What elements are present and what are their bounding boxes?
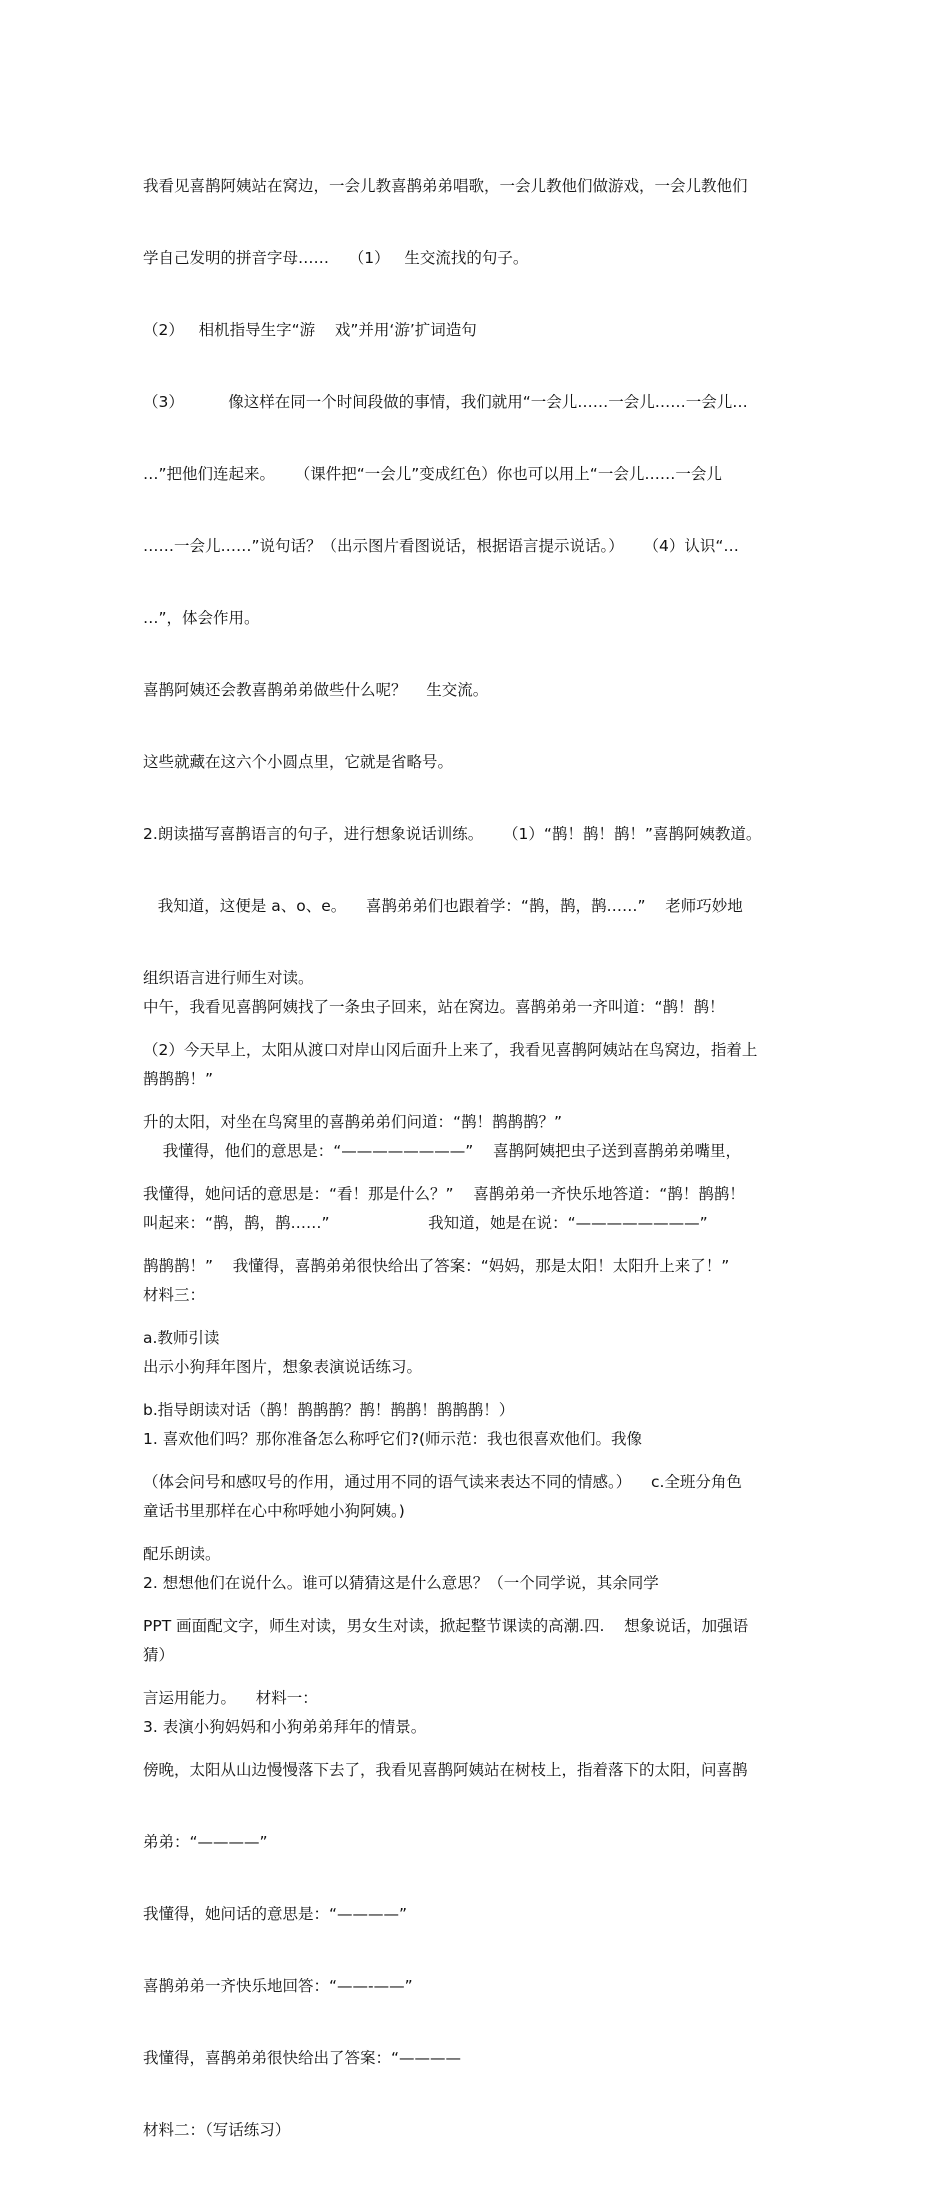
text-line: 这些就藏在这六个小圆点里，它就是省略号。 (143, 753, 454, 771)
text-line: ……一会儿……”说句话？（出示图片看图说话，根据语言提示说话。） （4）认识“… (143, 537, 739, 555)
text-line: 学自己发明的拼音字母…… （1） 生交流找的句子。 (143, 249, 529, 267)
text-line: （3） 像这样在同一个时间段做的事情，我们就用“一会儿……一会儿……一会儿… (143, 393, 748, 411)
text-line: 鹊鹊鹊！” (143, 1070, 214, 1088)
text-line: 喜鹊弟弟一齐快乐地回答：“——-——” (143, 1977, 413, 1995)
text-line: 弟弟：“————” (143, 1833, 268, 1851)
text-line: 我知道，这便是 a、o、e。 喜鹊弟弟们也跟着学：“鹊，鹊，鹊……” 老师巧妙地 (143, 897, 743, 915)
text-line: b.指导朗读对话（鹊！鹊鹊鹊？鹊！鹊鹊！鹊鹊鹊！） (143, 1401, 515, 1419)
text-line: 我懂得，他们的意思是：“————————” 喜鹊阿姨把虫子送到喜鹊弟弟嘴里， (143, 1142, 741, 1160)
text-line: 组织语言进行师生对读。 (143, 969, 314, 987)
text-line: 配乐朗读。 (143, 1545, 221, 1563)
text-line: 升的太阳，对坐在鸟窝里的喜鹊弟弟们问道：“鹊！鹊鹊鹊？” (143, 1113, 563, 1131)
text-line: …”把他们连起来。 （课件把“一会儿”变成红色）你也可以用上“一会儿……一会儿 (143, 465, 722, 483)
text-line: 鹊鹊鹊！” 我懂得，喜鹊弟弟很快给出了答案：“妈妈，那是太阳！太阳升上来了！” (143, 1257, 730, 1275)
text-line: PPT 画面配文字，师生对读，男女生对读，掀起整节课读的高潮.四. 想象说话，加强语 (143, 1617, 749, 1635)
text-line: 我懂得，她问话的意思是：“————” (143, 1905, 408, 1923)
text-line: 猜） (143, 1646, 175, 1664)
text-line: 叫起来：“鹊，鹊，鹊……” 我知道，她是在说：“————————” (143, 1214, 708, 1232)
text-line: 材料三： (143, 1286, 206, 1304)
text-line: a.教师引读 (143, 1329, 220, 1347)
text-line: 喜鹊阿姨还会教喜鹊弟弟做些什么呢？ 生交流。 (143, 681, 489, 699)
text-line: 材料二：（写话练习） (143, 2121, 291, 2139)
text-line: （2） 相机指导生字“游 戏”并用‘游’扩词造句 (143, 321, 477, 339)
text-line: 童话书里那样在心中称呼她小狗阿姨。) (143, 1502, 405, 1520)
text-line: 言运用能力。 材料一： (143, 1689, 318, 1707)
text-line: 2. 想想他们在说什么。谁可以猜猜这是什么意思？（一个同学说，其余同学 (143, 1574, 659, 1592)
text-line: 我懂得，她问话的意思是：“看！那是什么？” 喜鹊弟弟一齐快乐地答道：“鹊！鹊鹊！ (143, 1185, 745, 1203)
text-line: …”，体会作用。 (143, 609, 260, 627)
lesson-section-bottom (143, 947, 813, 1787)
text-line: 傍晚，太阳从山边慢慢落下去了，我看见喜鹊阿姨站在树枝上，指着落下的太阳，问喜鹊 (143, 1761, 748, 1779)
text-line: 3. 表演小狗妈妈和小狗弟弟拜年的情景。 (143, 1718, 427, 1736)
text-line: 出示小狗拜年图片，想象表演说话练习。 (143, 1358, 423, 1376)
text-line: 2.朗读描写喜鹊语言的句子，进行想象说话训练。 （1）“鹊！鹊！鹊！”喜鹊阿姨教道。 (143, 825, 762, 843)
text-line: 中午，我看见喜鹊阿姨找了一条虫子回来，站在窝边。喜鹊弟弟一齐叫道：“鹊！鹊！ (143, 998, 725, 1016)
text-line: （2）今天早上，太阳从渡口对岸山冈后面升上来了，我看见喜鹊阿姨站在鸟窝边，指着上 (143, 1041, 758, 1059)
text-line: （体会问号和感叹号的作用，通过用不同的语气读来表达不同的情感。） c.全班分角色 (143, 1473, 742, 1491)
text-line: 我看见喜鹊阿姨站在窝边，一会儿教喜鹊弟弟唱歌，一会儿教他们做游戏，一会儿教他们 (143, 177, 748, 195)
text-line: 我懂得，喜鹊弟弟很快给出了答案：“———— (143, 2049, 462, 2067)
text-line: 1. 喜欢他们吗？那你准备怎么称呼它们?(师示范：我也很喜欢他们。我像 (143, 1430, 642, 1448)
